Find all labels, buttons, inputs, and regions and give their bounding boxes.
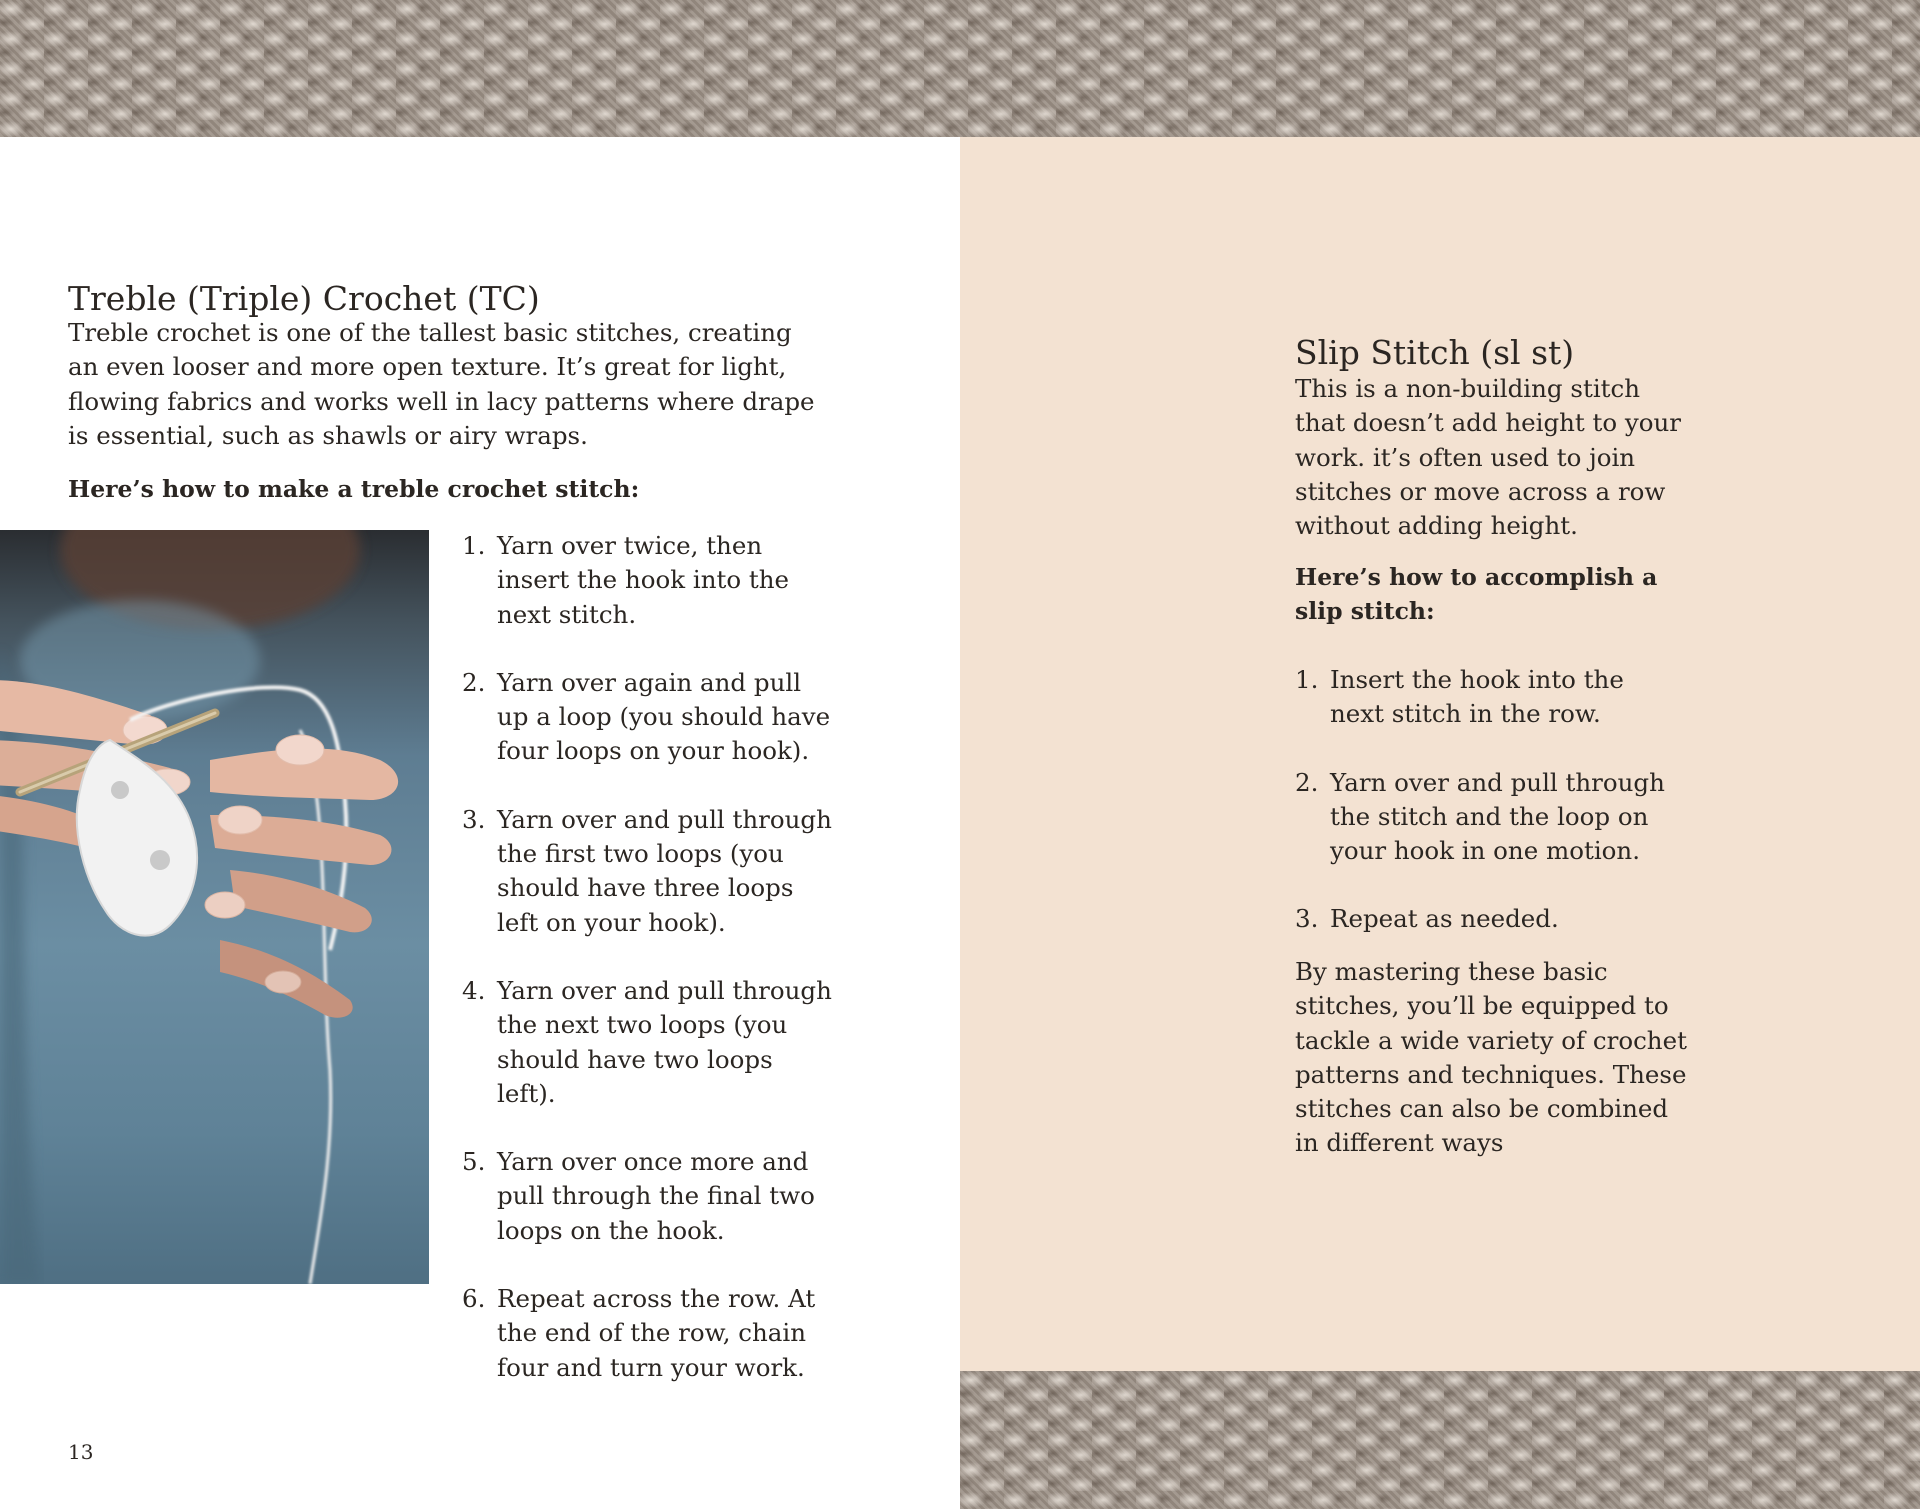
slip-stitch-lead: Here’s how to accomplish a slip stitch:	[1295, 563, 1658, 625]
step-text: Yarn over and pull through the next two loops (you should have two loops left).	[497, 975, 832, 1108]
step-number: 6.	[462, 1284, 486, 1314]
list-item	[462, 529, 832, 632]
knit-texture-banner-top	[0, 0, 1920, 137]
step-number: 1.	[462, 531, 486, 560]
treble-crochet-intro: Treble crochet is one of the tallest basic stitches, creating an even looser and more open texture. It’s great for light, flowing fabrics and works well in lacy patterns where drape is essential, such as shawls or airy wraps.	[68, 318, 815, 450]
step-number: 2.	[462, 667, 486, 697]
step-text: Yarn over twice, then insert the hook into the next stitch.	[497, 531, 789, 629]
page-number: 13	[68, 1440, 94, 1464]
list-item	[1295, 902, 1675, 936]
treble-crochet-steps	[462, 529, 832, 1419]
slip-stitch-outro: By mastering these basic stitches, you’ll be equipped to tackle a wide variety of crochet patterns and techniques. These stitches can also be combined in different ways	[1295, 957, 1687, 1158]
step-number: 2.	[1295, 767, 1319, 797]
list-item	[462, 1282, 832, 1385]
step-number: 5.	[462, 1147, 486, 1177]
list-item	[462, 803, 832, 940]
step-text: Repeat as needed.	[1330, 904, 1559, 934]
slip-stitch-heading: Slip Stitch (sl st)	[1295, 333, 1575, 372]
step-text: Yarn over once more and pull through the final two loops on the hook.	[497, 1147, 815, 1245]
slip-stitch-intro: This is a non-building stitch that doesn’t add height to your work. it’s often used to join stitches or move across a row without adding height.	[1295, 374, 1682, 541]
step-text: Repeat across the row. At the end of the row, chain four and turn your work.	[497, 1284, 816, 1382]
step-number: 3.	[1295, 904, 1319, 934]
list-item	[1295, 663, 1675, 732]
step-text: Yarn over again and pull up a loop (you should have four loops on your hook).	[497, 667, 831, 766]
list-item	[462, 666, 832, 769]
step-text: Yarn over and pull through the first two loops (you should have three loops left on your hook).	[497, 804, 832, 937]
list-item	[462, 1145, 832, 1248]
treble-crochet-heading: Treble (Triple) Crochet (TC)	[68, 279, 540, 318]
crochet-hands-photo	[0, 530, 429, 1284]
treble-crochet-lead: Here’s how to make a treble crochet stitch:	[68, 475, 640, 503]
knit-texture-banner-bottom	[960, 1371, 1920, 1509]
step-number: 3.	[462, 804, 486, 834]
list-item	[1295, 766, 1675, 869]
slip-stitch-steps	[1295, 663, 1675, 971]
step-number: 4.	[462, 975, 486, 1005]
list-item	[462, 974, 832, 1111]
step-text: Insert the hook into the next stitch in the row.	[1330, 665, 1624, 729]
step-number: 1.	[1295, 665, 1319, 694]
step-text: Yarn over and pull through the stitch and the loop on your hook in one motion.	[1330, 767, 1665, 866]
